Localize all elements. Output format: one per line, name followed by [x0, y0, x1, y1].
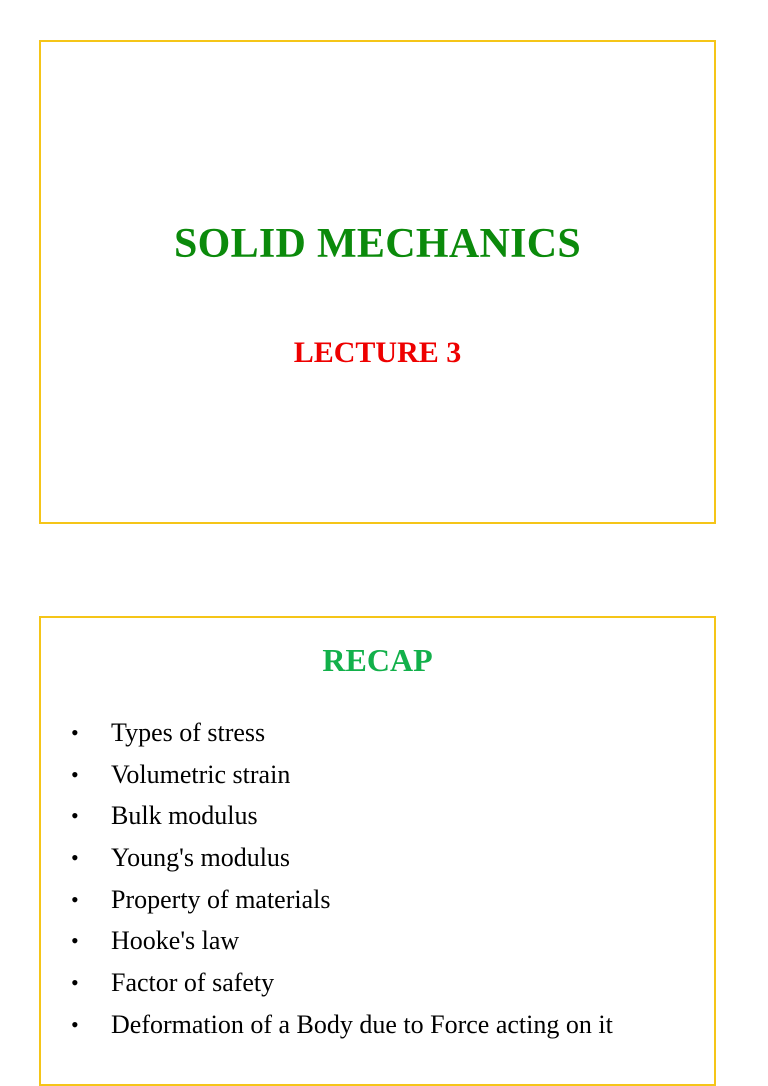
list-item: [41, 712, 714, 754]
lecture-number: LECTURE 3: [293, 336, 462, 369]
recap-list: [41, 712, 714, 1046]
list-item-text: Young's modulus: [111, 843, 291, 873]
list-item: [41, 754, 714, 796]
list-item-text: Factor of safety: [111, 968, 275, 998]
slide-title: SOLID MECHANICS: [173, 221, 582, 267]
title-slide: [39, 40, 716, 524]
recap-heading: RECAP: [322, 642, 433, 678]
bullet-icon: •: [71, 886, 79, 912]
list-item: [41, 1004, 714, 1046]
bullet-icon: •: [71, 970, 79, 996]
list-item: [41, 879, 714, 921]
list-item: [41, 837, 714, 879]
list-item: [41, 962, 714, 1004]
bullet-icon: •: [71, 845, 79, 871]
bullet-icon: •: [71, 803, 79, 829]
recap-slide: [39, 616, 716, 1086]
bullet-icon: •: [71, 928, 79, 954]
list-item: [41, 795, 714, 837]
bullet-icon: •: [71, 1011, 79, 1037]
list-item: [41, 920, 714, 962]
list-item-text: Types of stress: [111, 718, 266, 747]
list-item-text: Deformation of a Body due to Force acting on it: [111, 1009, 613, 1039]
list-item-text: Property of materials: [111, 884, 331, 914]
list-item-text: Hooke's law: [111, 926, 240, 956]
bullet-icon: •: [71, 720, 79, 745]
list-item-text: Bulk modulus: [111, 801, 258, 831]
list-item-text: Volumetric strain: [111, 759, 291, 789]
bullet-icon: •: [71, 761, 79, 787]
